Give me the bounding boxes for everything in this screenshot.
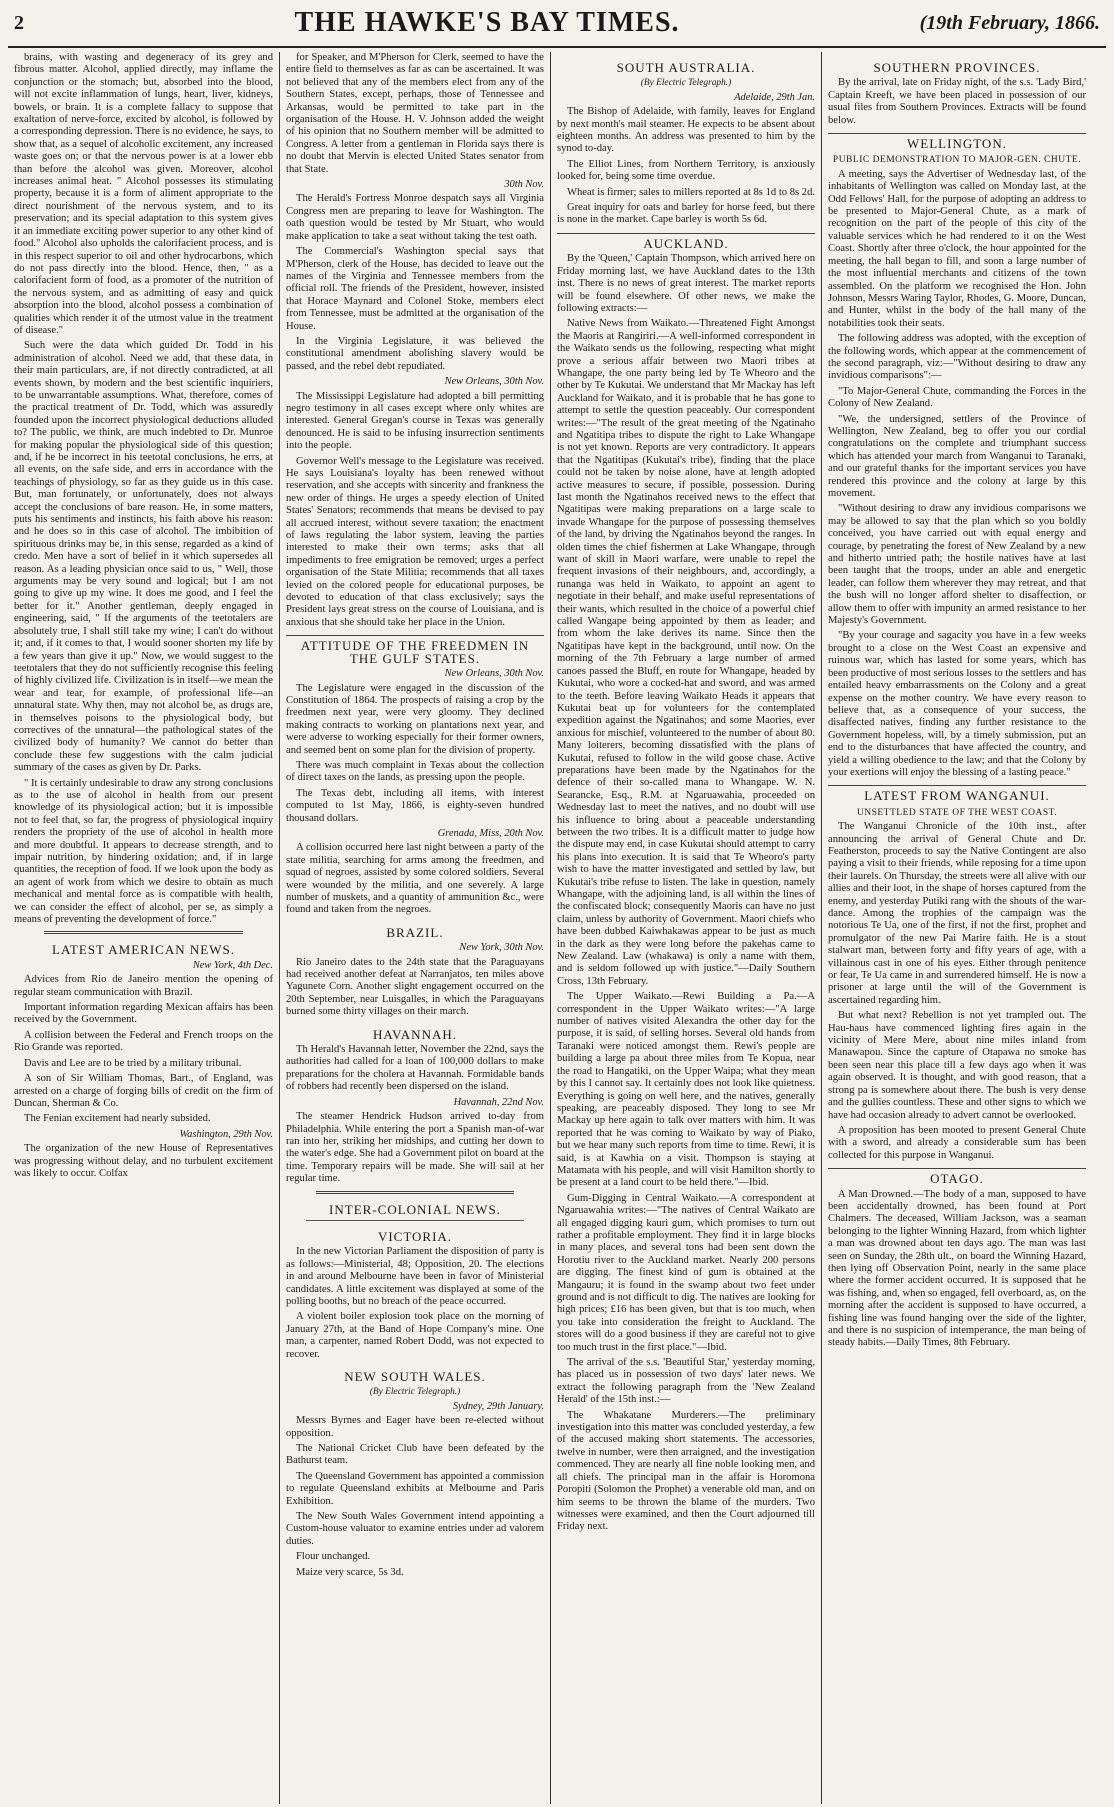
dateline: New Orleans, 30th Nov. — [444, 668, 544, 680]
news-item: Messrs Byrnes and Eager have been re-elected without opposition. — [286, 1415, 544, 1439]
dateline: 30th Nov. — [504, 179, 544, 191]
section-divider — [306, 1220, 524, 1221]
article-paragraph: A proposition has been mooted to present General Chute with a sword, and already a considerable sum has been collected for this purpose in Wanganui. — [828, 1124, 1086, 1161]
article-paragraph: Th Herald's Havannah letter, November the 22nd, says the authorities had called for a loan of 100,000 dollars to make preparations for the cholera at Havannah. Formidable bands of robbers had recently been dispersed on the island. — [286, 1044, 544, 1093]
dateline: Grenada, Miss, 20th Nov. — [437, 827, 544, 839]
section-heading: WELLINGTON. — [828, 133, 1086, 150]
article-paragraph: The Legislature were engaged in the discussion of the Constitution of 1864. The prospects of raising a crop by the freedmen next year, were very gloomy. They declined making contracts to working on plantations next year, and were adverse to working especially for their former owners, and seemed bent on some plan for the division of property. — [286, 682, 544, 756]
article-paragraph: The following address was adopted, with the exception of the following words, which appear at the commencement of the second paragraph, viz:—"Without desiring to draw any invidious comparisons":— — [828, 333, 1086, 382]
section-divider — [316, 1191, 514, 1194]
dateline: Washington, 29th Nov. — [179, 1128, 273, 1140]
section-heading: LATEST AMERICAN NEWS. — [52, 942, 235, 958]
dateline: Adelaide, 29th Jan. — [734, 91, 815, 103]
news-item: The Queensland Government has appointed a commission to regulate Queensland exhibits at Melbourne and Paris Exhibition. — [286, 1470, 544, 1507]
article-paragraph: In the new Victorian Parliament the disposition of party is as follows:—Ministerial, 48; Opposition, 20. The elections in and around Melbourne have been in favor of Ministerial candidates. A little excitement was displayed at some of the polling booths, but no breach of the peace occurred. — [286, 1246, 544, 1307]
telegraph-note: (By Electric Telegraph.) — [369, 1387, 461, 1398]
article-paragraph: brains, with wasting and degeneracy of its grey and fibrous matter. Alcohol, applied directly, may inflame the conjunction or the stomach; but, absorbed into the blood, will not excite inflammation of lungs, heart, liver, kidneys, bowels, or brain. It is a complete fallacy to suppose that exaltation of nerve-force, excited by alcohol, is followed by a corresponding depression. There is no evidence, he says, to show that, as a sequel of alcoholic excitement, any increased waste goes on; or that the nervous power is at a lower ebb than before the alcohol was given. Moreover, alcohol increases animal heat. " Alcohol possesses its stimulating property, because it is a form of aliment appropriate to the direct nourishment of the nervous system, and to its preservation; and its special adaptation to this system gives it an immediate exciting power superior to any other kind of food." Alcohol also upholds the calorifacient process, and is in this respect superior to oil and other hydrocarbons, which do not pass directly into the blood. Hence, then, " as a calorifacient form of food, as a promoter of the nutrition of the nervous system, and as admitting of easy and quick absorption into the blood, alcohol possess a combination of qualities which render it of the utmost value in the treatment of disease." — [14, 52, 273, 336]
article-paragraph: Gum-Digging in Central Waikato.—A correspondent at Ngaruawahia writes:—"The natives of Central Waikato are all engaged digging kauri gum, which promises to turn out rather a profitable employment. They find it in large blocks in many places, and several tons had been sent down the Horotiu river to the Auckland market. Nearly 200 persons are digging. The finest kind of gum is obtained at the Mangauru; it is found in the swamp about two feet under ground and is not difficult to dig. The natives are looking for high prices; £16 has been given, but that is too much, when you take into consideration the freight to Auckland. The stores will do a good business if they are careful not to give too much trust in the first place."—Ibid. — [557, 1192, 815, 1353]
column-1 — [8, 52, 279, 1804]
article-paragraph: Such were the data which guided Dr. Todd in his administration of alcohol. Need we add, that these data, in their main particulars, are, if not directly contradicted, at all events shown, by modern and the best scientific inquiriers, to be unwarrantable assumptions. What, therefore, comes of the practical treatment of Dr. Todd, which was assuredly founded upon the incorrect physiological deductions alluded to? The public, we think, are much indebted to Dr. Munroe for making popular the physiological side of this question; and, if he be incorrect in his teetotal conclusions, he errs, at all events, on the safe side, and errs in accordance with the teachings of physiology, so far as they guide us in this case. But, man fortunately, or unfortunately, does not always accept the conclusions of bare reason. He, in some matters, puts his sentiments and instincts, his faith above his reason: and he does so in this case of alcohol. The imbibition of spirituous drinks may be, in this sense, regarded as a kind of credo. Men have a sort of belief in it which supersedes all reason. As a leading physician once said to us, " Well, those arguments may be very sound and logical; but I am not going to give up my wine. It does me good, and I feel the better for it." Another gentleman, deeply engaged in engineering, said, " If the arguments of the teetotalers are absolutely true, I shall still take my wine; I can't do without it; and, if it comes to that, I would sooner shorten my life by a few years than give it up." Now, we would suggest to the teetotalers that they do not sufficiently recognise this feeling of highly civilized life. Civilization is in itself—we mean the wear and tear, for example, of professional life—an unnatural state. Why then, may not alcohol be, as drugs are, in themselves poisons to the physiological body, but correctives of the unnatural—the pathological states of the civilized body of humanity? We cannot do better than conclude these few suggestions with the calm judicial summary of the cases as given by Dr. Parks. — [14, 340, 273, 774]
masthead — [8, 0, 1106, 48]
article-paragraph: The Wanganui Chronicle of the 10th inst., after announcing the arrival of General Chute and Dr. Featherston, proceeds to say the Native Contingent are also paying a visit to their friends, while reposing for a time upon their laurels. On Thursday, the streets were all alive with our allies and their loot, in the shape of horses captured from the enemy, and yesterday Putiki rang with the shouts of the war-dance. Among the trophies of the campaign was the notorious Te Ua, one of the first, if not the first, prophet and promulgator of the new Pai Marire faith. He is a stout stalwart man, between forty and fifty years of age, with a villainous cast in one of his eyes. Either through penitence or fear, Te Ua came in and surrendered himself. He is now a prisoner at large until the will of the Government is ascertained regarding him. — [828, 821, 1086, 1006]
news-item: The organization of the new House of Representatives was progressing without delay, and no turbulent excitement was likely to occur. Colfax — [14, 1143, 273, 1179]
article-paragraph: A meeting, says the Advertiser of Wednesday last, of the inhabitants of Wellington was called on Monday last, at the Odd Fellows' Hall, for the purpose of adopting an address to be presented to Major-General Chute, as a mark of recognition on the part of the people of this city of the valuable services which he had rendered to it on the West Coast. Shortly after three o'clock, the hour appointed for the meeting, the hall began to fill, and soon a large number of the most influential merchants and citizens of the town assembled. On the platform we recognised the Hon. John Johnson, Messrs Waring Taylor, Rhodes, G. Moore, Duncan, and Hunter, whilst in the body of the hall many of the notabilities took their seats. — [828, 168, 1086, 329]
article-paragraph: By the 'Queen,' Captain Thompson, which arrived here on Friday morning last, we have Auckland dates to the 13th inst. There is no news of great interest. The market reports will be found elsewhere. Of other news, we make the following extracts:— — [557, 253, 815, 314]
news-item: Wheat is firmer; sales to millers reported at 8s 1d to 8s 2d. — [567, 186, 816, 198]
article-paragraph: In the Virginia Legislature, it was believed the constitutional amendment abolishing slavery would be passed, and the rebel debt repudiated. — [286, 335, 544, 372]
section-heading: HAVANNAH. — [372, 1026, 457, 1042]
dateline: New York, 30th Nov. — [459, 942, 544, 954]
column-4 — [821, 52, 1092, 1804]
dateline: New Orleans, 30th Nov. — [444, 376, 544, 388]
section-heading: OTAGO. — [828, 1168, 1086, 1185]
section-heading: ATTITUDE OF THE FREEDMEN IN THE GULF STATES. — [286, 635, 544, 665]
telegraph-note: (By Electric Telegraph.) — [640, 78, 732, 89]
dateline: Havannah, 22nd Nov. — [453, 1096, 544, 1108]
article-paragraph: Governor Well's message to the Legislature was received. He says Louisiana's loyalty has been renewed without reservation, and she accepts with sincerity and frankness the new order of things. He urges a speedy election of United States' Senators; recommends that means be devised to pay all accrued interest, without severe taxation; the enactment of laws regulating the labor system, leaving the parties interested to make their own terms; asks that all impediments to free emigration be removed; urges a perfect organisation of the State Militia; recommends that all taxes levied on the colored people for educational purposes, be devoted to education of that class exclusively; says the President lays great stress on the course of Louisiana, and is anxious that she should take her place in the Union. — [286, 455, 544, 628]
news-item: Maize very scarce, 5s 3d. — [296, 1566, 404, 1578]
news-item: The Bishop of Adelaide, with family, leaves for England by next month's mail steamer. He expects to be absent about eighteen months. An address was presented to him by the synod to-day. — [557, 106, 815, 155]
issue-date: (19th February, 1866. — [919, 11, 1100, 34]
news-item: Important information regarding Mexican affairs has been received by the Government. — [14, 1002, 273, 1026]
subsection-heading: NEW SOUTH WALES. — [344, 1369, 486, 1384]
article-paragraph: But what next? Rebellion is not yet trampled out. The Hau-haus have commenced lighting fires again in the vicinity of Mere Mere, about nine miles inland from Manawapou. Since the capture of Otapawa no smoke has been seen near this place till a few days ago when it was again observed. It is thought, and with good reason, that a strong pa is somewhere about there. The bush is very dense and the gullies countless. These and other signs to which we have had occasion already to advert cannot be overlooked. — [828, 1010, 1086, 1121]
news-item: Great inquiry for oats and barley for horse feed, but there is none in the market. Cape barley is worth 5s 6d. — [557, 202, 815, 226]
section-divider — [44, 931, 243, 934]
article-paragraph: "By your courage and sagacity you have in a few weeks brought to a close on the West Coast an expensive and ruinous war, which has lasted for some years, which has been productive of most serious losses to the settlers and has entailed heavy embarrassments on the Colony and a great expense on the mother country. We have every reason to believe that, as a consequence of your success, the disaffected natives, finding any further resistance to the Government hopeless, will, by a timely submission, put an end to the disturbances that have affected the country, and yield a willing obedience to the law; and that the Colony by your exertions will enjoy the blessing of a lasting peace." — [828, 630, 1086, 778]
news-item: Davis and Lee are to be tried by a military tribunal. — [24, 1057, 242, 1069]
subsection-heading: PUBLIC DEMONSTRATION TO MAJOR-GEN. CHUTE. — [832, 155, 1082, 166]
news-item: The Elliot Lines, from Northern Territory, is anxiously looked for, being some time overdue. — [557, 158, 815, 183]
article-paragraph: A collision occurred here last night between a party of the state militia, searching for arms among the freedmen, and squad of negroes, assisted by some colored soldiers. Several were wounded by the militia, and one severely. A large number of muskets, and a quantity of ammunition &c., were found and taken from the negroes. — [286, 842, 544, 916]
section-heading: AUCKLAND. — [557, 233, 815, 250]
columns — [8, 52, 1106, 1804]
column-3 — [550, 52, 821, 1804]
article-paragraph: for Speaker, and M'Pherson for Clerk, seemed to have the entire field to themselves as far as can be ascertained. It was not believed that any of the members elect from any of the Southern States, except, perhaps, those of Tennessee and Arkansas, would be permitted to take part in the organisation of the House. H. V. Johnson added the weight of his opinion that no Southern member will be admitted to Congress. A letter from a gentleman in Florida says there is no doubt that Mervin is elected United States senator from that State. — [286, 52, 544, 175]
news-item: Flour unchanged. — [296, 1551, 371, 1563]
article-paragraph: By the arrival, late on Friday night, of the s.s. 'Lady Bird,' Captain Kreeft, we have been placed in possession of our usual files from Southern Provinces. Extracts will be found below. — [828, 77, 1086, 126]
section-heading: LATEST FROM WANGANUI. — [828, 785, 1086, 802]
article-paragraph: There was much complaint in Texas about the collection of direct taxes on the lands, as pressing upon the people. — [286, 759, 544, 784]
article-paragraph: The steamer Hendrick Hudson arrived to-day from Philadelphia. While entering the port a Spanish man-of-war ran into her, striking her midships, and cutting her down to the water's edge. She had a Government pilot on board at the time. Temporary repairs will be made. She will sail at her regular time. — [286, 1111, 544, 1185]
newspaper-title: THE HAWKE'S BAY TIMES. — [294, 7, 680, 38]
article-paragraph: Native News from Waikato.—Threatened Fight Amongst the Maoris at Rangiriri.—A well-informed correspondent in the Waikato sends us the following, respecting what might prove a serious affair between two Maori tribes at Whangape, the one party being led by Te Wheoro and the other by Te Kukutai. We understand that Mr Mackay has left Auckland for Waikato, and it is probable that he has gone to attempt to settle the question peaceably. Our correspondent writes:—"The result of the great meeting of the Ngatinaho and Ngatitipa tribes to dispute the right to Lake Whangape is not yet known. Reports are very contradictory. It appears that the Ngatitipas (Kukutai's tribe), finding that the place could not be taken by noise alone, have at length adopted active measures to secure, if possible, possession. During last month the Ngatinahos received news to the effect that Ngatitipas were making preparations on a large scale to invade Whangape for the purpose of possessing themselves of the land, by driving the Ngatinahos beyond the ranges. In olden times the chief fishermen at Lake Whangape, through want of skill in Maori warfare, were unable to repel the frequent invasions of their neighbours, and, accordingly, a runanga was held in Waikato, to appoint an agent to negotiate in their behalf, and make useful representations of their wants, which resulted in the choice of a powerful chief called Wangape being appointed by them as leader; and from whom the lake derives its name. Since then the Ngatitipas have kept in the background, until now. On the morning of the 7th February a large number of armed canoes passed the Bluff, en route for Whangape, headed by Kukutai, who wore a cocked-hat and sword, and was armed to the teeth. Before leaving Waikato Heads it appears that Kukutai beat up for volunteers for the contemplated expedition against the Ngatinahos; and some Maories, ever anxious for mischief, volunteered to the number of about 80. Many loiterers, becoming dissatisfied with the plans of Kukutai, refused to follow in the wild goose chase. Active preparations have been made by the Ngatinahos for the defence of their so-called mana to Whangape. W. N. Searancke, Esq., R.M. at Ngaruawahia, proceeded on Wednesday last to meet the natives, and no doubt will use his influence to bring about a peaceable understanding between the two tribes. It is a difficult matter to judge how the dispute may end, in case Kukutai should attempt to carry his plans into execution. It is said that Te Wheoro's party wish to have the matter investigated and settled by law, but Kukutai's tribe refuse to listen. The lake in question, namely Whangape, with the adjoining land, is all within the lines of the confiscated block; consequently Maoris can have no just claim, unless by authority of Government. Maori chiefs who have been dubbed Kaiwhakawas appear to be just as much in the dark as they were long before the pakehas came to New Zealand. Law (whakawa) is only a name with them, and is seldom followed up with justice."—Daily Southern Cross, 13th February. — [557, 318, 815, 987]
news-item: The Fenian excitement had nearly subsided. — [24, 1113, 211, 1125]
article-paragraph: Rio Janeiro dates to the 24th state that the Paraguayans had received another defeat at Narranjatos, ten miles above Yagunete Corn. Another slight engagement occurred on the 20th September, near Luisgalles, in which the Paraguayans burned some thirty villages on their march. — [286, 956, 544, 1018]
article-paragraph: The Herald's Fortress Monroe despatch says all Virginia Congress men are preparing to leave for Washington. The oath question would be tested by Mr Stuart, who would make application to take a seat without taking the test oath. — [286, 193, 544, 242]
subsection-heading: UNSETTLED STATE OF THE WEST COAST. — [856, 807, 1058, 818]
article-paragraph: The Whakatane Murderers.—The preliminary investigation into this matter was concluded yesterday, a few of the accused making short statements. The accessories, twelve in number, were then arraigned, and the investigation commenced. They are nearly all fine noble looking men, and all chiefs. The principal man in the affair is Horomona Poropiti (Solomon the Prophet) a venerable old man, and on him seems to be thrown the blame of the murders. Two witnesses were examined, and then the Court adjourned till Friday next. — [557, 1409, 815, 1533]
section-heading: SOUTH AUSTRALIA. — [616, 60, 756, 75]
dateline: New York, 4th Dec. — [192, 959, 273, 971]
news-item: The New South Wales Government intend appointing a Custom-house valuator to examine entries under ad valorem duties. — [286, 1511, 544, 1547]
article-paragraph: "Without desiring to draw any invidious comparisons we may be allowed to say that the plan which so you boldly conceived, you have carried out with equal energy and courage, by penetrating the forest of New Zealand by a new and hitherto untried path; the hostile natives have at last been taught that the troops, under an able and energetic leader, can follow them wherever they may retreat, and that the bush will no longer afford shelter to disaffection, or allow them to offer with impunity an armed resistance to her Majesty's Government. — [828, 503, 1086, 627]
article-paragraph: A violent boiler explosion took place on the morning of January 27th, at the Band of Hope Company's mine. One man, a carpenter, named Robert Dodd, was not expected to recover. — [286, 1311, 544, 1360]
article-paragraph: The Upper Waikato.—Rewi Building a Pa.—A correspondent in the Upper Waikato writes:—"A large number of natives visited Alexandra the other day for the purpose, it is said, of selling horses. Several old hands from Taranaki were noticed amongst them. Rewi's people are building a large pa about three miles from Te Kopua, near the road to Hangatiki, on the Upper Waipa; what they mean by this I cannot say. It certainly does not look like quietness. Everything is going on well here, and the natives, generally speaking, are peaceably disposed. They long to see Mr Mackay up here again to talk over matters with him. It was reported that he was coming to Waikato by way of Piako, but we hear many such reports from time to time. Rewi, it is said, is at Kawhia on a visit. Thompson is staying at Matamata with his people, and will visit Hamilton shortly to be present at a land court to be held there."—Ibid. — [557, 991, 815, 1189]
subsection-heading: VICTORIA. — [377, 1228, 453, 1244]
article-paragraph: A Man Drowned.—The body of a man, supposed to have been accidentally drowned, has been found at Port Chalmers. The deceased, William Jackson, was a seaman belonging to the lighter Winning Hazard, from which lighter a man was drowned about ten days ago. The man was last seen on Sunday, the 28th ult., on board the Winning Hazard, then lying off Observation Point, nearly in the same place where the former accident occurred. It is supposed that he was fishing, and, when so engaged, fell overboard, as, on the morning after the accident is supposed to have occurred, a fishing line was found hanging over the side of the lighter, and there is no suspicion of intemperance, the man being of steady habits.—Daily Times, 8th February. — [828, 1188, 1087, 1349]
dateline: Sydney, 29th January. — [452, 1400, 544, 1412]
article-paragraph: The Commercial's Washington special says that M'Pherson, clerk of the House, has decided to leave out the names of the Virginia and Tennessee members from the official roll. The friends of the President, however, insisted that Horace Maynard and Colonel Stoke, members elect from Tennessee, must be admitted at the organisation of the House. — [286, 246, 544, 332]
section-heading: INTER-COLONIAL NEWS. — [329, 1201, 501, 1217]
article-paragraph: The Mississippi Legislature had adopted a bill permitting negro testimony in all cases except where only whites are interested. General Gregan's course in Texas was generally denounced. He is said to be infusing insurrection sentiments into the people. — [286, 390, 544, 452]
article-paragraph: The Texas debt, including all items, with interest computed to 1st May, 1866, is eighty-seven hundred thousand dollars. — [286, 787, 544, 824]
page-number: 2 — [14, 11, 24, 34]
news-item: The National Cricket Club have been defeated by the Bathurst team. — [286, 1443, 544, 1467]
article-paragraph: " It is certainly undesirable to draw any strong conclusions as to the use of alcohol in health from our present knowledge of its physiological action; but it is impossible not to feel that, so far, the progress of physiological inquiry renders the propriety of the use of alcohol in health more and more doubtful. It appears to decrease strength, and to impair nutrition, by hindering oxidation; and, if in large quantities, the reception of food. If we look upon the body as an agent of work from which we desire to obtain as much mechanical and mental force as is compatible with health, we can consider the effect of alcohol, per se, as simply a means of preventing the development of force." — [14, 777, 273, 926]
column-2 — [279, 52, 550, 1804]
article-paragraph: "We, the undersigned, settlers of the Province of Wellington, New Zealand, beg to offer you our cordial congratulations on the complete and triumphant success which has attended your march from Wanganui to Taranaki, and our grateful thanks for the important services you have rendered this province and the colony at large by this movement. — [828, 413, 1086, 499]
news-item: Advices from Rio de Janeiro mention the opening of regular steam communication with Brazil. — [14, 974, 273, 998]
section-heading: SOUTHERN PROVINCES. — [873, 60, 1041, 75]
article-paragraph: The arrival of the s.s. 'Beautiful Star,' yesterday morning, has placed us in possession of two days' later news. We extract the following paragraph from the 'New Zealand Herald' of the 15th inst.:— — [557, 1357, 815, 1406]
section-heading: BRAZIL. — [386, 924, 444, 940]
news-item: A son of Sir William Thomas, Bart., of England, was arrested on a charge of forging bills of credit on the firm of Duncan, Sherman & Co. — [14, 1073, 273, 1109]
article-paragraph: "To Major-General Chute, commanding the Forces in the Colony of New Zealand. — [828, 385, 1086, 410]
news-item: A collision between the Federal and French troops on the Rio Grande was reported. — [14, 1029, 273, 1054]
